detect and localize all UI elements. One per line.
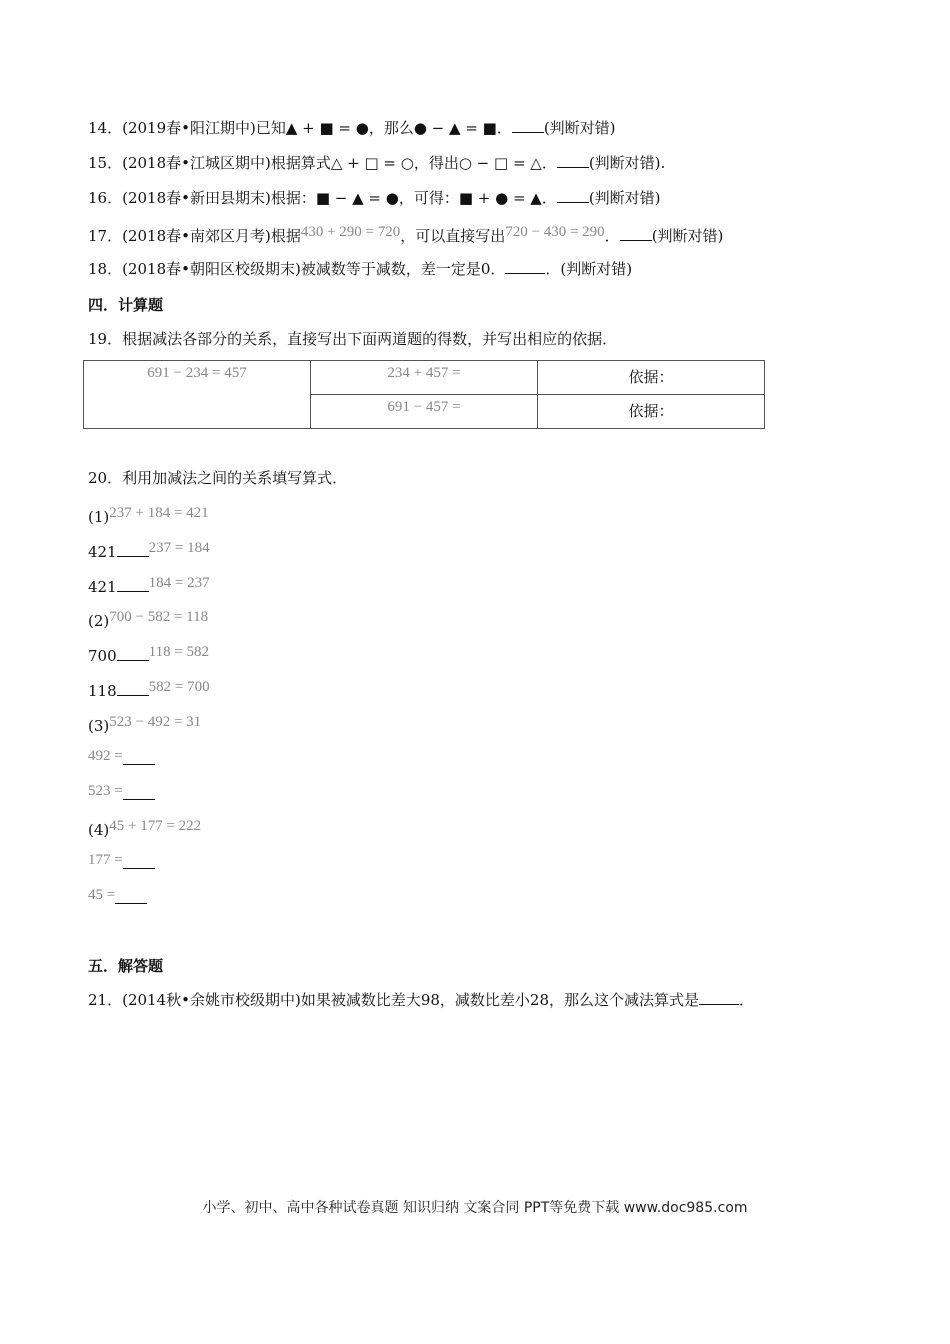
- operand: 421: [88, 578, 117, 596]
- question-15: [88, 153, 665, 173]
- answer-blank[interactable]: [117, 681, 149, 696]
- part-equation: 177 =: [88, 852, 123, 868]
- q18-suffix: ．(判断对错): [545, 260, 633, 278]
- q17-text: 17．(2018春•南郊区月考)根据: [88, 227, 301, 245]
- q16-text: 16．(2018春•新田县期末)根据：■ − ▲ = ●，可得：■ + ● = ▲．: [88, 189, 557, 207]
- basis-cell[interactable]: [538, 395, 765, 429]
- answer-blank[interactable]: [699, 990, 739, 1005]
- q20-part-4-a: [88, 854, 155, 875]
- q14-text: 14．(2019春•阳江期中)已知▲ + ■ = ●，那么● − ▲ = ■．: [88, 119, 512, 137]
- q20-part-3: [88, 716, 201, 737]
- question-14: [88, 118, 616, 138]
- question-16: [88, 188, 661, 208]
- operand: 118: [88, 682, 117, 700]
- question-21: [88, 990, 754, 1010]
- answer-blank[interactable]: [557, 188, 589, 203]
- answer-blank[interactable]: [512, 118, 544, 133]
- q20-part-1-b: [88, 577, 210, 598]
- q15-text: 15．(2018春•江城区期中)根据算式△ + □ = ○，得出○ − □ = △．: [88, 154, 557, 172]
- q20-part-2-b: [88, 681, 210, 702]
- operand: 700: [88, 647, 117, 665]
- operand: 421: [88, 543, 117, 561]
- answer-blank[interactable]: [620, 226, 652, 241]
- given-equation: 691 − 234 = 457: [147, 365, 247, 381]
- q15-suffix: (判断对错).: [588, 154, 666, 172]
- q20-part-1-a: [88, 542, 210, 563]
- q20-part-1: [88, 507, 209, 528]
- q20-part-4: [88, 820, 201, 841]
- question-20: 20．利用加减法之间的关系填写算式．: [88, 469, 348, 487]
- q20-part-3-a: [88, 750, 155, 771]
- part-equation: 118 = 582: [148, 644, 210, 660]
- q17-equation-2: 720 − 430 = 290: [505, 224, 605, 240]
- expression-1: 234 + 457 =: [387, 365, 461, 381]
- answer-blank[interactable]: [123, 750, 155, 765]
- q20-part-2: [88, 611, 208, 632]
- part-equation: 582 = 700: [148, 679, 210, 695]
- answer-blank[interactable]: [557, 153, 589, 168]
- part-label: (4): [88, 821, 110, 839]
- part-label: (1): [88, 508, 110, 526]
- part-equation: 523 =: [88, 783, 123, 799]
- basis-cell[interactable]: [538, 361, 765, 395]
- part-equation: 184 = 237: [148, 575, 210, 591]
- part-equation: 492 =: [88, 748, 123, 764]
- answer-blank[interactable]: [117, 577, 149, 592]
- part-equation: 45 =: [88, 887, 116, 903]
- given-equation-cell: [84, 361, 311, 429]
- part-equation: 237 = 184: [148, 540, 210, 556]
- q17-middle: ，可以直接写出: [400, 227, 506, 245]
- answer-blank[interactable]: [123, 785, 155, 800]
- expression-cell[interactable]: [311, 395, 538, 429]
- q20-part-2-a: [88, 646, 209, 667]
- answer-blank[interactable]: [123, 854, 155, 869]
- q17-equation-1: 430 + 290 = 720: [300, 224, 401, 240]
- answer-blank[interactable]: [115, 889, 147, 904]
- basis-label-2: 依据：: [628, 402, 674, 420]
- q21-text: 21．(2014秋•余姚市校级期中)如果被减数比差大98，减数比差小28，那么这个减法算式是: [88, 991, 699, 1009]
- q17-suffix: (判断对错): [651, 227, 724, 245]
- question-17: [88, 226, 723, 247]
- part-label: (2): [88, 612, 110, 630]
- answer-blank[interactable]: [117, 646, 149, 661]
- section-heading-calculation: 四．计算题: [88, 296, 164, 314]
- expression-cell[interactable]: [311, 361, 538, 395]
- section-heading-answer: 五．解答题: [88, 957, 164, 975]
- answer-blank[interactable]: [505, 259, 545, 274]
- question-18: [88, 259, 632, 279]
- part-equation: 700 − 582 = 118: [109, 609, 209, 625]
- part-label: (3): [88, 717, 110, 735]
- basis-label-1: 依据：: [628, 368, 674, 386]
- relation-table: [83, 360, 765, 429]
- part-equation: 45 + 177 = 222: [109, 818, 202, 834]
- expression-2: 691 − 457 =: [387, 399, 461, 415]
- footer-promo: 小学、初中、高中各种试卷真题 知识归纳 文案合同 PPT等免费下载 www.doc985.com: [202, 1200, 748, 1216]
- q20-part-3-b: [88, 785, 155, 806]
- q21-suffix: ．: [739, 991, 755, 1009]
- question-19: 19．根据减法各部分的关系，直接写出下面两道题的得数，并写出相应的依据．: [88, 330, 618, 348]
- part-equation: 523 − 492 = 31: [109, 714, 202, 730]
- answer-blank[interactable]: [117, 542, 149, 557]
- q18-text: 18．(2018春•朝阳区校级期末)被减数等于减数，差一定是0．: [88, 260, 506, 278]
- part-equation: 237 + 184 = 421: [109, 505, 209, 521]
- q16-suffix: (判断对错): [588, 189, 661, 207]
- q17-dot: ．: [604, 227, 620, 245]
- q20-part-4-b: [88, 889, 147, 910]
- q14-suffix: (判断对错): [543, 119, 616, 137]
